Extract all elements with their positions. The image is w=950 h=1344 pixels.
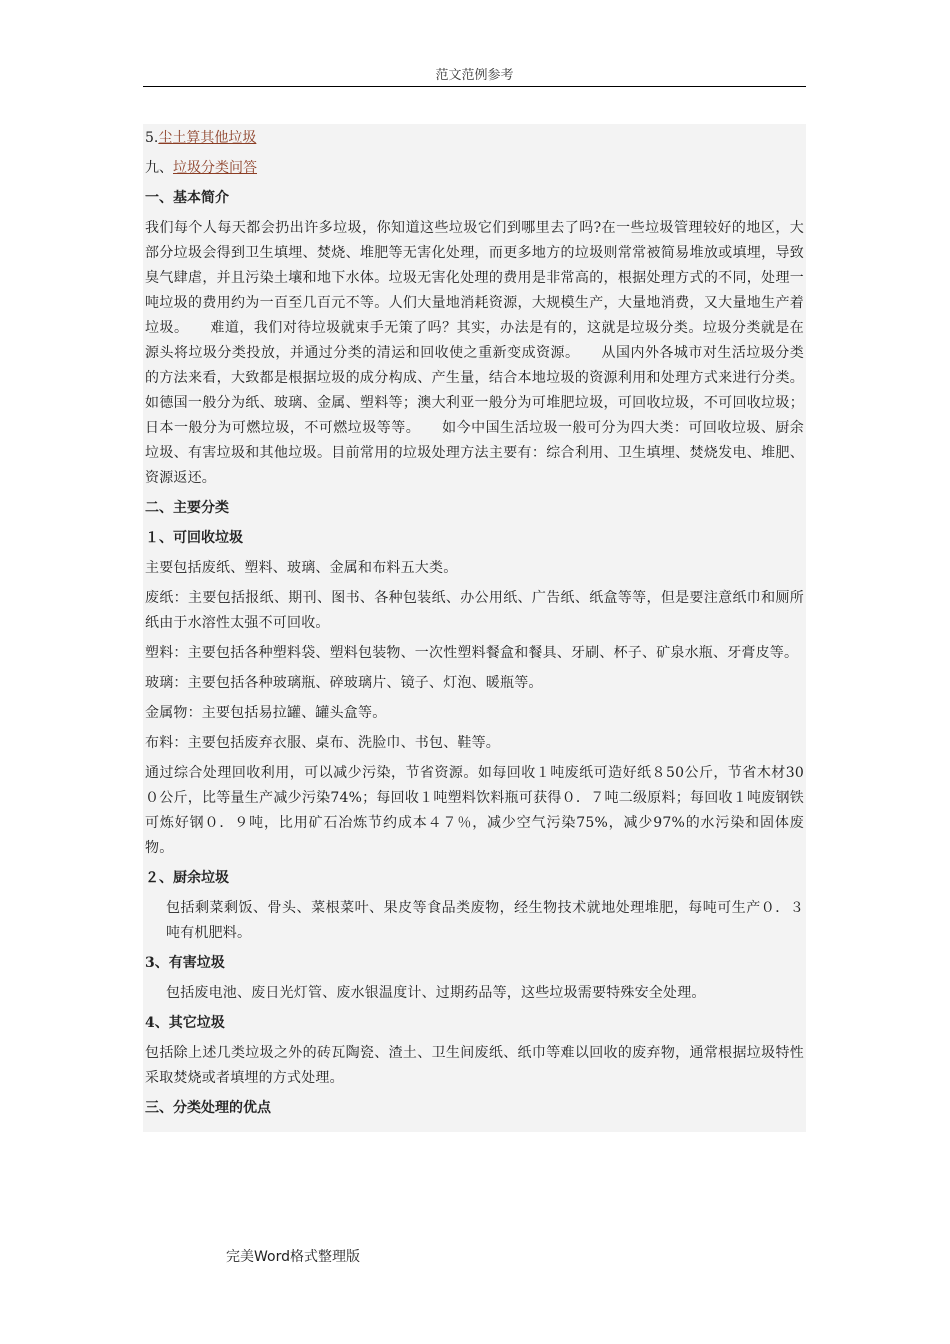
link-dust-other-garbage[interactable]: 尘土算其他垃圾 [158,130,257,146]
section-heading: 二、主要分类 [145,500,229,516]
list-item [145,126,804,151]
header-title: 范文范例参考 [435,68,514,83]
section-heading: 三、分类处理的优点 [145,1100,271,1116]
paragraph: 塑料：主要包括各种塑料袋、塑料包装物、一次性塑料餐盒和餐具、牙刷、杯子、矿泉水瓶、牙膏皮等。 [145,645,799,661]
subsection-heading: 3、有害垃圾 [145,955,225,971]
paragraph: 玻璃：主要包括各种玻璃瓶、碎玻璃片、镜子、灯泡、暖瓶等。 [145,675,543,691]
subsection-heading: １、可回收垃圾 [145,530,243,546]
link-garbage-qa[interactable]: 垃圾分类问答 [173,160,257,176]
paragraph: 主要包括废纸、塑料、玻璃、金属和布料五大类。 [145,560,458,576]
page-header [143,64,806,87]
item-number: 5. [145,130,159,146]
paragraph: 通过综合处理回收利用，可以减少污染，节省资源。如每回收１吨废纸可造好纸８50公斤，节省木材30０公斤，比等量生产减少污染74%；每回收１吨塑料饮料瓶可获得０．７吨二级原料；每回收１吨废钢铁可炼好钢０．９吨，比用矿石冶炼节约成本４７％，减少空气污染75%，减少97%的水污染和固体废物。 [145,765,804,856]
page-footer [226,1246,360,1266]
subsection-heading: ２、厨余垃圾 [145,870,229,886]
paragraph-intro: 我们每个人每天都会扔出许多垃圾，你知道这些垃圾它们到哪里去了吗?在一些垃圾管理较好的地区，大部分垃圾会得到卫生填埋、焚烧、堆肥等无害化处理，而更多地方的垃圾则常常被简易堆放或填埋，导致臭气肆虐，并且污染土壤和地下水体。垃圾无害化处理的费用是非常高的，根据处理方式的不同，处理一吨垃圾的费用约为一百至几百元不等。人们大量地消耗资源，大规模生产，大量地消费，又大量地生产着垃圾。 难道，我们对待垃圾就束手无策了吗？其实，办法是有的，这就是垃圾分类。垃圾分类就是在源头将垃圾分类投放，并通过分类的清运和回收使之重新变成资源。 从国内外各城市对生活垃圾分类的方法来看，大致都是根据垃圾的成分构成、产生量，结合本地垃圾的资源利用和处理方式来进行分类。如德国一般分为纸、玻璃、金属、塑料等；澳大利亚一般分为可堆肥垃圾，可回收垃圾，不可回收垃圾；日本一般分为可燃垃圾，不可燃垃圾等等。 如今中国生活垃圾一般可分为四大类：可回收垃圾、厨余垃圾、有害垃圾和其他垃圾。目前常用的垃圾处理方法主要有：综合利用、卫生填埋、焚烧发电、堆肥、资源返还。 [145,220,804,486]
subsection-heading: 4、其它垃圾 [145,1015,225,1031]
paragraph: 金属物：主要包括易拉罐、罐头盒等。 [145,705,387,721]
footer-text: 完美Word格式整理版 [226,1249,360,1265]
paragraph: 包括除上述几类垃圾之外的砖瓦陶瓷、渣土、卫生间废纸、纸巾等难以回收的废弃物，通常根据垃圾特性采取焚烧或者填埋的方式处理。 [145,1045,804,1086]
paragraph: 包括废电池、废日光灯管、废水银温度计、过期药品等，这些垃圾需要特殊安全处理。 [166,985,706,1001]
item-number: 九、 [145,160,173,176]
paragraph: 包括剩菜剩饭、骨头、菜根菜叶、果皮等食品类废物，经生物技术就地处理堆肥，每吨可生产０．３吨有机肥料。 [166,900,804,941]
paragraph: 布料：主要包括废弃衣服、桌布、洗脸巾、书包、鞋等。 [145,735,500,751]
section-heading: 一、基本简介 [145,190,229,206]
paragraph: 废纸：主要包括报纸、期刊、图书、各种包装纸、办公用纸、广告纸、纸盒等等，但是要注意纸巾和厕所纸由于水溶性太强不可回收。 [145,590,804,631]
document-body [143,124,806,1132]
list-item [145,156,804,181]
